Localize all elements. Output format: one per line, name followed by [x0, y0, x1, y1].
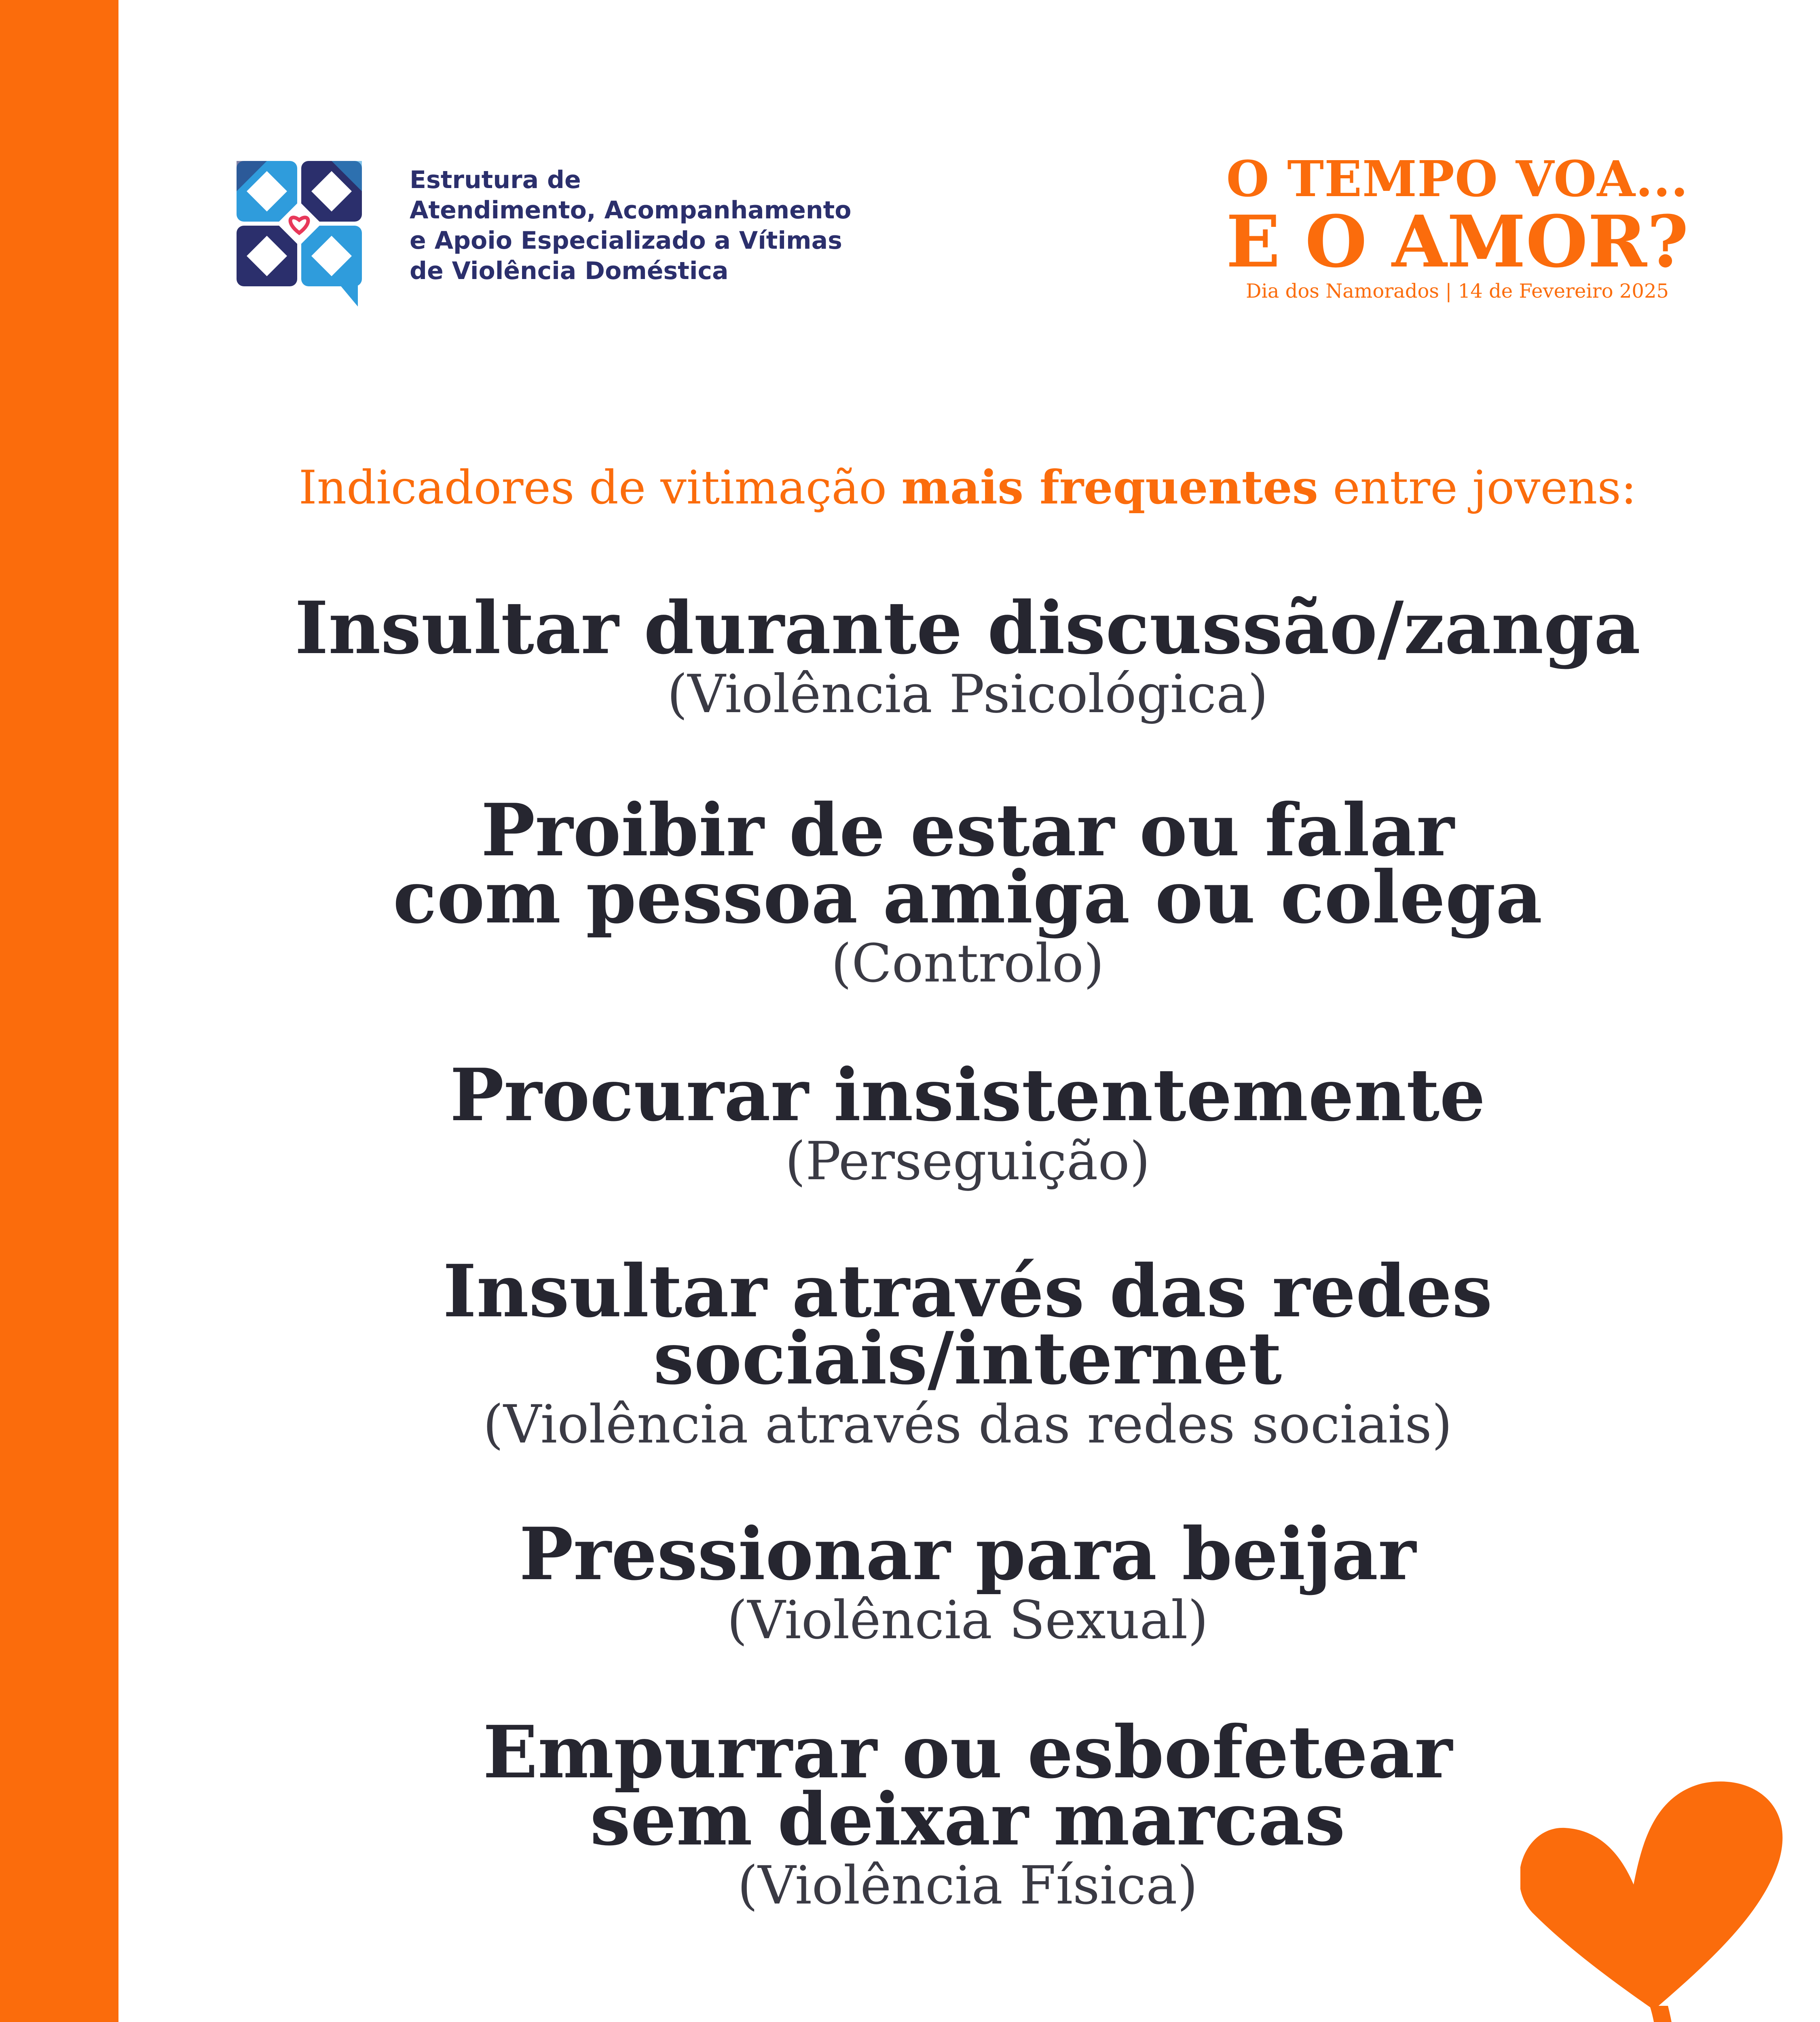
indicator-category: (Controlo) — [831, 933, 1104, 994]
sprout-stem — [1597, 2006, 1747, 2022]
intro-heading — [118, 455, 1817, 520]
intro-text: Indicadores de vitimação — [298, 461, 902, 514]
indicator-category: (Violência Sexual) — [727, 1589, 1209, 1651]
heart-shape — [1520, 1781, 1782, 2010]
indicator-item — [118, 1512, 1817, 1652]
indicator-title: Empurrar ou esbofetear sem deixar marcas — [483, 1710, 1452, 1861]
campaign-title-line1: O TEMPO VOA... — [1226, 150, 1689, 208]
organization-name-line: Atendimento, Acompanhamento — [410, 196, 852, 224]
heart-sprout-icon — [1520, 1779, 1820, 2022]
indicator-title: Insultar durante discussão/zanga — [294, 586, 1641, 670]
indicator-title: Procurar insistentemente — [450, 1053, 1486, 1137]
campaign-subtitle: Dia dos Namorados | 14 de Fevereiro 2025 — [1245, 280, 1669, 302]
orange-side-bar — [0, 0, 118, 2022]
organization-name — [410, 165, 895, 286]
campaign-title-line2: E O AMOR? — [1226, 200, 1689, 283]
indicator-category: (Violência Psicológica) — [667, 663, 1268, 725]
indicator-category: (Violência Física) — [737, 1855, 1198, 1916]
indicator-item — [118, 586, 1817, 726]
organization-name-line: e Apoio Especializado a Vítimas — [410, 226, 842, 255]
organization-name-line: de Violência Doméstica — [410, 257, 729, 285]
indicator-category: (Perseguição) — [785, 1130, 1150, 1192]
indicator-item — [118, 1053, 1817, 1193]
organization-name-line: Estrutura de — [410, 166, 581, 194]
campaign-title — [1215, 152, 1700, 305]
indicator-title: Pressionar para beijar — [519, 1512, 1416, 1596]
organization-logo-icon — [237, 161, 362, 307]
intro-emphasis: mais frequentes — [901, 460, 1318, 514]
indicator-item — [118, 788, 1817, 996]
indicator-title: Proibir de estar ou falar com pessoa amiga ou colega — [393, 788, 1543, 939]
indicator-title: Insultar através das redes sociais/internet — [443, 1249, 1492, 1400]
indicator-category: (Violência através das redes sociais) — [483, 1394, 1452, 1455]
intro-text: entre jovens: — [1318, 461, 1637, 514]
indicator-item — [118, 1249, 1817, 1457]
